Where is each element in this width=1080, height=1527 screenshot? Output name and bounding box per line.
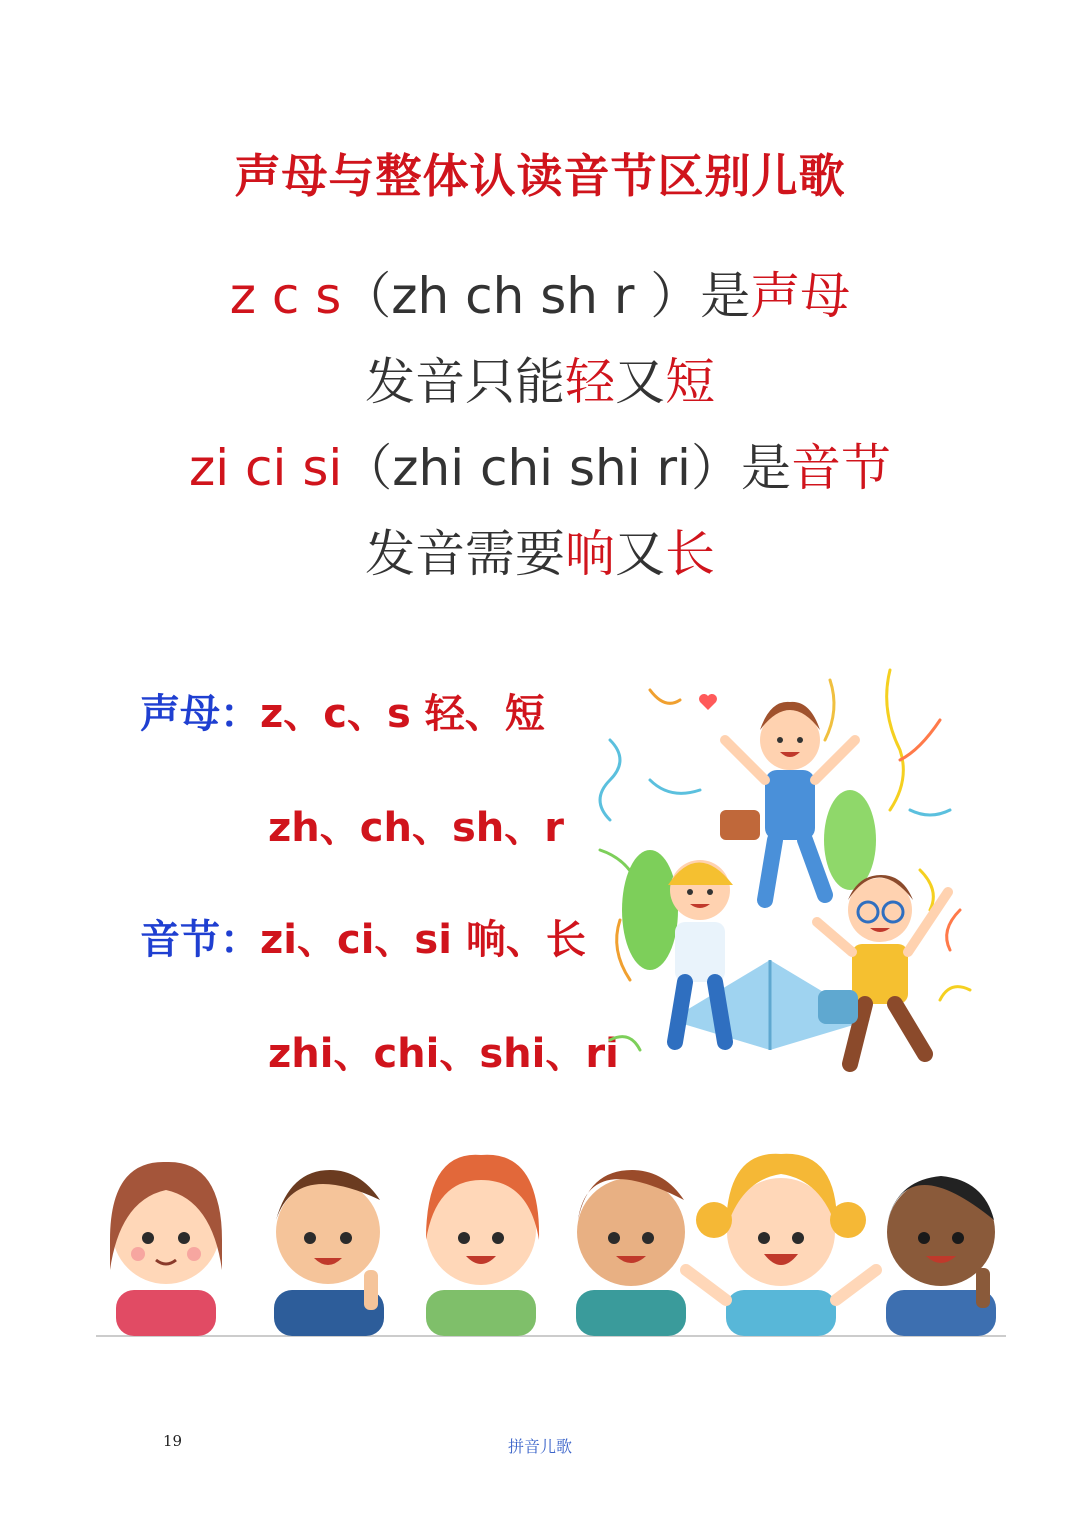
page-number: 19 bbox=[163, 1432, 183, 1450]
poem-mid: 又 bbox=[615, 525, 665, 583]
poem-letters: z c s bbox=[229, 267, 342, 325]
poem-mid: 又 bbox=[615, 353, 665, 411]
yinjie-letters: zi、ci、si bbox=[260, 917, 452, 963]
poem-keyword-1: 轻 bbox=[565, 353, 615, 411]
poem-shi: 是 bbox=[700, 267, 751, 325]
poem-shi: 是 bbox=[740, 439, 791, 497]
poem-paren: （zhi chi shi ri） bbox=[342, 439, 741, 497]
children-row-illustration bbox=[96, 1150, 1006, 1350]
poem-keyword: 音节 bbox=[790, 439, 891, 497]
poem-line-1 bbox=[0, 256, 1080, 328]
shengmu-row-1 bbox=[140, 682, 545, 739]
poem-keyword-1: 响 bbox=[565, 525, 615, 583]
poem-letters: zi ci si bbox=[189, 439, 343, 497]
poem-paren: （zh ch sh r ） bbox=[341, 267, 701, 325]
yinjie-label: 音节： bbox=[140, 917, 260, 963]
page-title: 声母与整体认读音节区别儿歌 bbox=[234, 149, 846, 203]
yinjie-row-1 bbox=[140, 908, 586, 965]
shengmu-label: 声母： bbox=[140, 691, 260, 737]
shengmu-letters: z、c、s bbox=[260, 691, 411, 737]
poem-line-3 bbox=[0, 428, 1080, 500]
poem-prefix: 发音只能 bbox=[365, 353, 565, 411]
shengmu-desc: 轻、短 bbox=[424, 691, 545, 737]
poem-prefix: 发音需要 bbox=[365, 525, 565, 583]
jumping-children-illustration bbox=[590, 660, 990, 1100]
yinjie-row-2: zhi、chi、shi、ri bbox=[268, 1031, 619, 1077]
poem-line-4 bbox=[0, 514, 1080, 586]
yinjie-desc: 响、长 bbox=[465, 917, 586, 963]
poem-keyword-2: 短 bbox=[665, 353, 715, 411]
poem-keyword-2: 长 bbox=[665, 525, 715, 583]
poem-line-2 bbox=[0, 342, 1080, 414]
shengmu-row-2: zh、ch、sh、r bbox=[268, 805, 564, 851]
footer-caption: 拼音儿歌 bbox=[507, 1437, 572, 1456]
poem-keyword: 声母 bbox=[750, 267, 851, 325]
